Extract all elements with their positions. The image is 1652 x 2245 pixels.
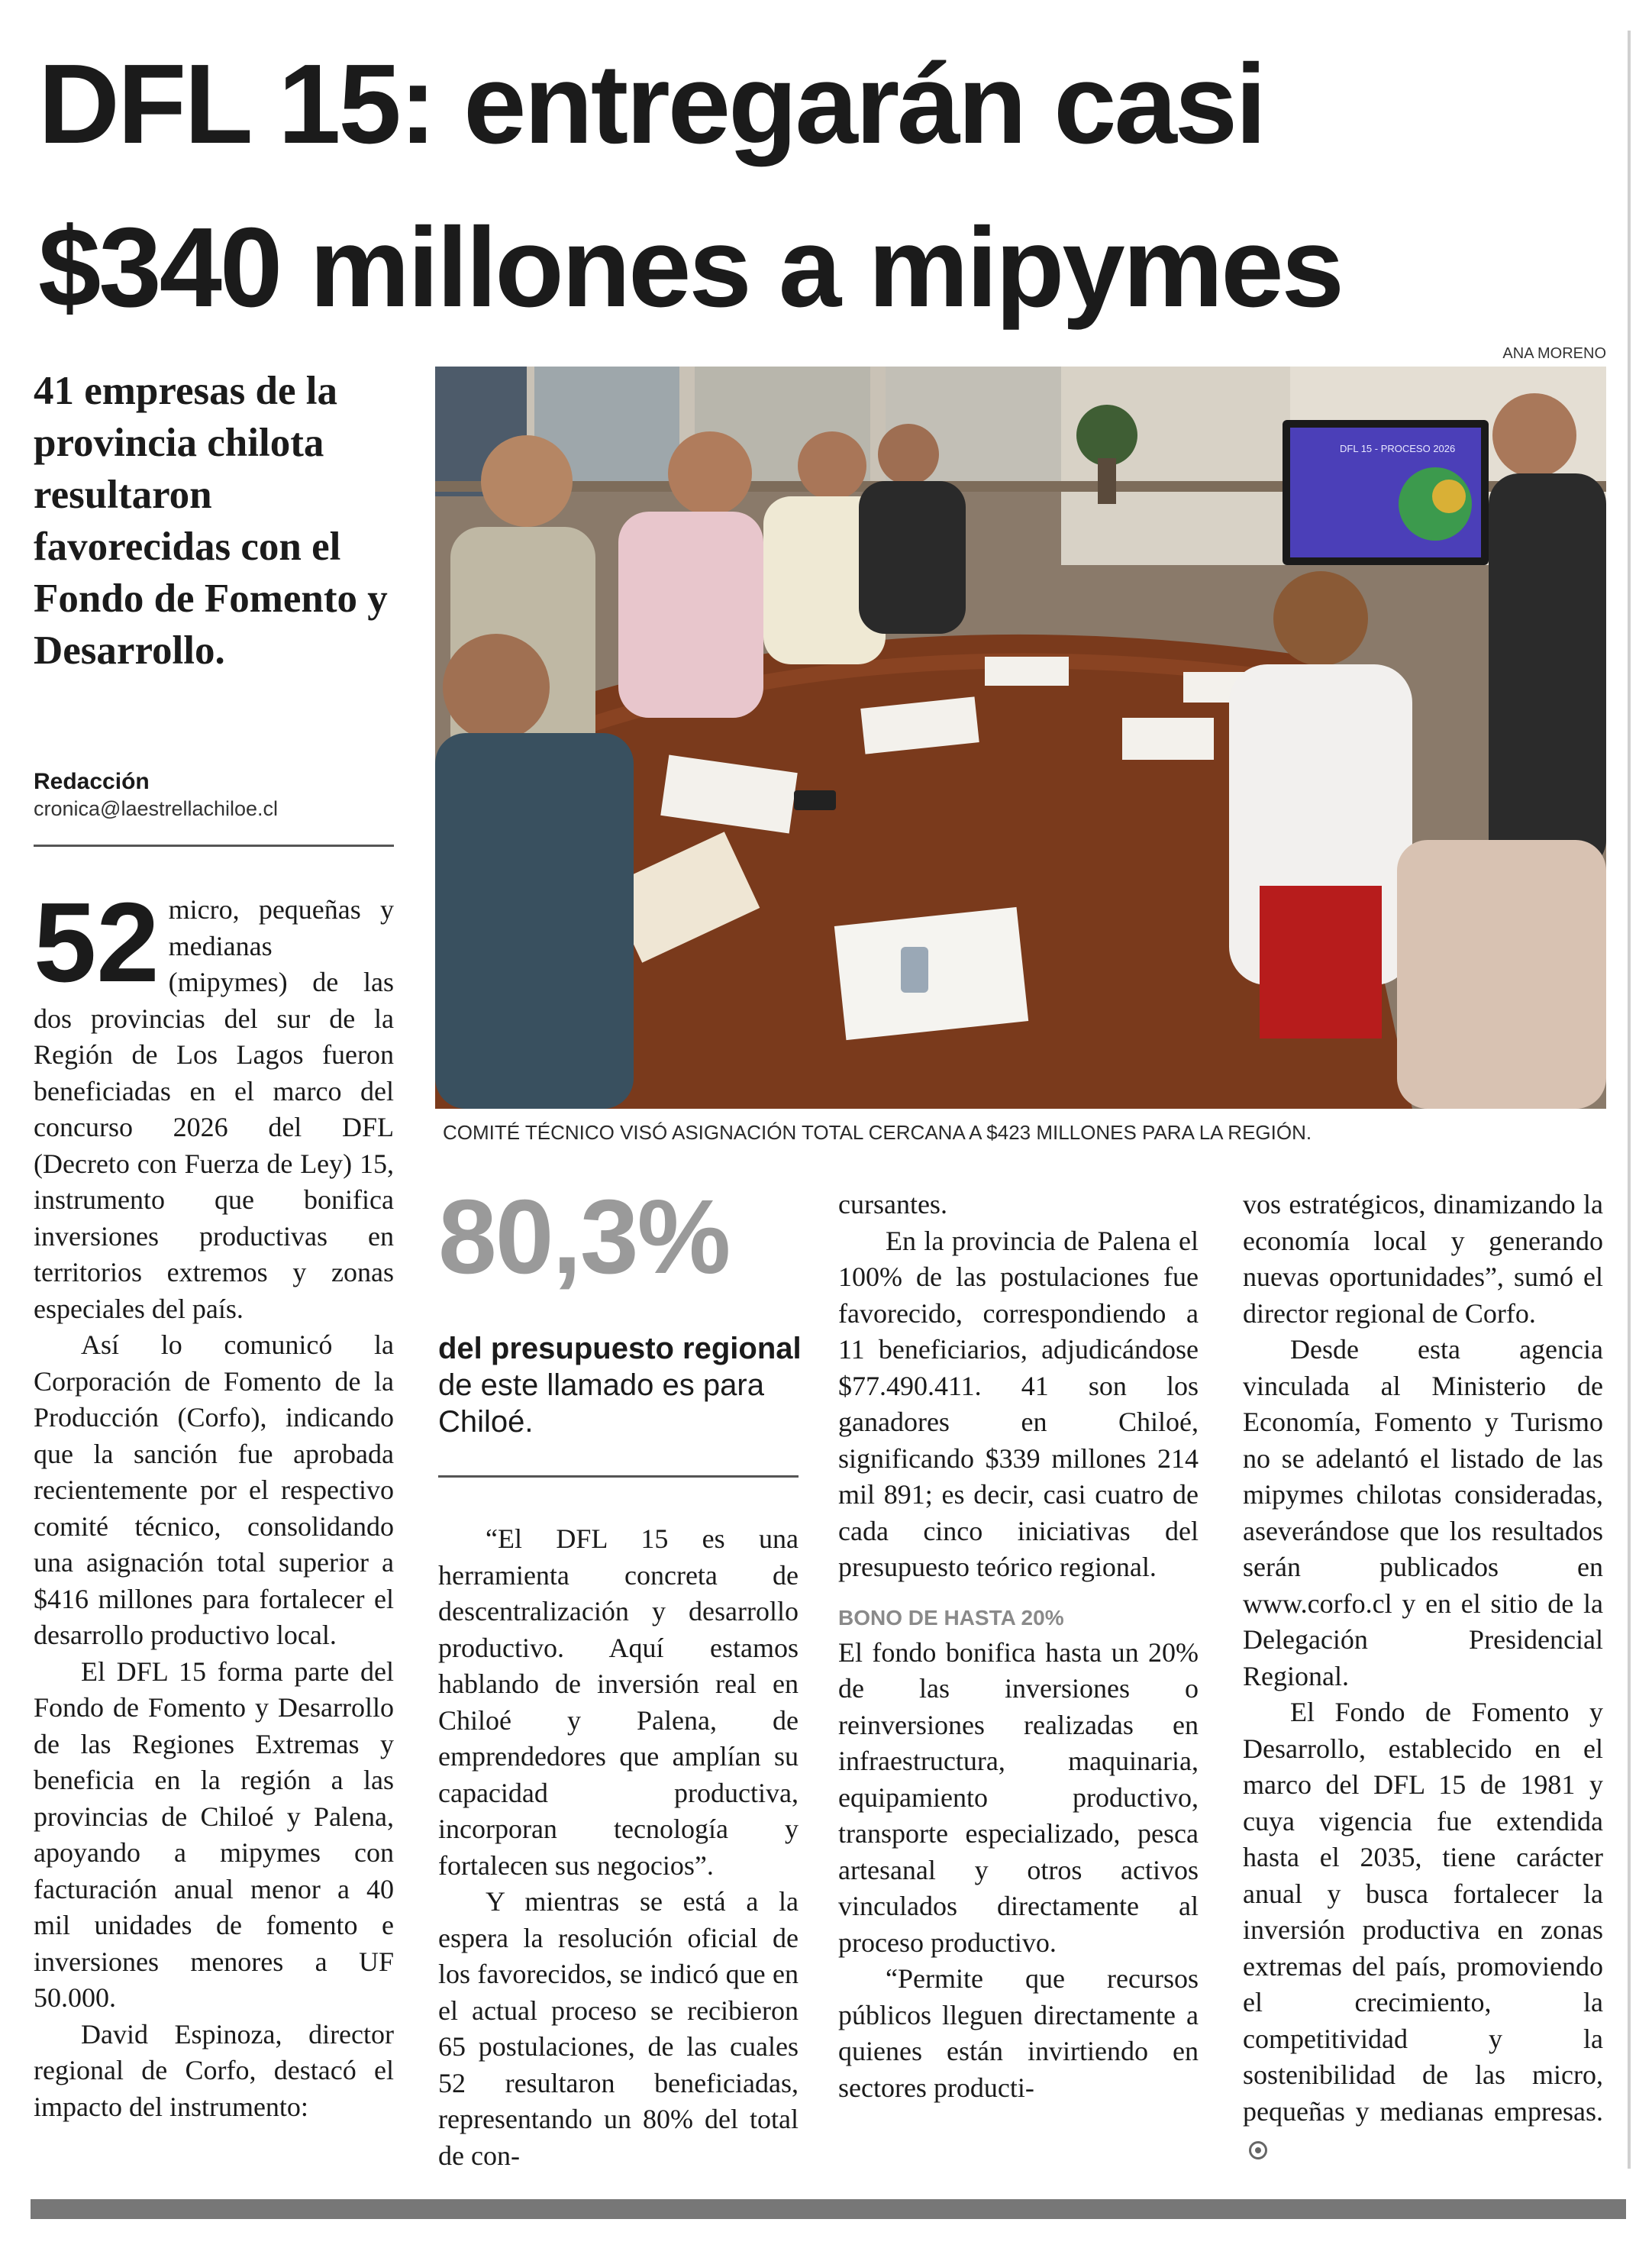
stat-text-rest: de este llamado es para Chiloé.: [438, 1368, 764, 1439]
paragraph: “El DFL 15 es una herramienta concreta de descentralización y desarrollo productivo. Aquí estamos hablando de inversión real en Chiloé y Palena, de emprendedores que amplían su capacidad productiva, incorporan tecnología y fortalecen sus negocios”.: [438, 1523, 799, 1881]
article-column-4: [1243, 1187, 1603, 2166]
paragraph: Y mientras se está a la espera la resolución oficial de los favorecidos, se indicó que en el actual proceso se recibieron 65 postulaciones, de las cuales 52 resultaron beneficiadas, representando un 80% del total de con-: [438, 1886, 799, 2171]
meeting-photo-illustration: [435, 367, 1606, 1109]
paragraph: El DFL 15 forma parte del Fondo de Fomento y Desarrollo de las Regiones Extremas y beneficia en la región a las provincias de Chiloé y Palena, apoyando a mipymes con facturación anual menor a 40 mil unidades de fomento e inversiones menores a UF 50.000.: [34, 1655, 394, 2013]
paragraph: “Permite que recursos públicos lleguen directamente a quienes están invirtiendo en sectores producti-: [838, 1963, 1199, 2103]
dropcap-number: 52: [34, 880, 160, 1006]
headline-line-1: DFL 15: entregarán casi: [38, 41, 1265, 167]
paragraph: Así lo comunicó la Corporación de Fomento de la Producción (Corfo), indicando que la sanción fue aprobada recientemente por el respectivo comité técnico, consolidando una asignación total superior a $416 millones para fortalecer el desarrollo productivo local.: [34, 1329, 394, 1650]
byline: [34, 768, 400, 822]
paragraph: micro, pequeñas y medianas (mipymes) de las dos provincias del sur de la Región de Los Lagos fueron beneficiadas en el marco del concurso 2026 del DFL (Decreto con Fuerza de Ley) 15, instrumento que bonifica inversiones productivas en territorios extremos y zonas especiales del país.: [34, 894, 394, 1324]
screen-title: DFL 15 - PROCESO 2026: [1340, 443, 1456, 454]
news-photo: [435, 367, 1606, 1109]
paragraph: Desde esta agencia vinculada al Ministerio de Economía, Fomento y Turismo no se adelantó el listado de las mipymes chilotas consideradas, aseverándose que los resultados serán publicados en www.corfo.cl y en el sitio de la Delegación Presidencial Regional.: [1243, 1334, 1603, 1691]
stat-divider: [438, 1475, 799, 1478]
lead-summary: 41 empresas de la provincia chilota resultaron favorecidas con el Fondo de Fomento y Desarrollo.: [34, 369, 388, 673]
photo-credit: ANA MORENO: [1502, 345, 1606, 362]
section-subhead: BONO DE HASTA 20%: [838, 1605, 1064, 1630]
paragraph: vos estratégicos, dinamizando la economía local y generando nuevas oportunidades”, sumó el director regional de Corfo.: [1243, 1189, 1603, 1329]
paragraph-final: [1243, 1694, 1603, 2166]
stat-text-bold: del presupuesto regional: [438, 1332, 802, 1365]
byline-divider: [34, 845, 394, 847]
article-column-2: [438, 1521, 799, 2174]
bottom-rule: [31, 2199, 1626, 2219]
byline-author: Redacción: [34, 769, 150, 794]
paragraph: En la provincia de Palena el 100% de las postulaciones fue favorecido, correspondiendo a 11 beneficiarios, adjudicándose $77.490.411. 41 son los ganadores en Chiloé, significando $339 millones 214 mil 891; es decir, casi cuatro de cada cinco iniciativas del presupuesto teórico regional.: [838, 1225, 1199, 1582]
end-of-article-icon: [1249, 2141, 1267, 2159]
headline: [38, 23, 1626, 350]
paragraph-final-text: El Fondo de Fomento y Desarrollo, establecido en el marco del DFL 15 de 1981 y cuya vigencia fue extendida hasta el 2035, tiene carácter anual y busca fortalecer la inversión productiva en zonas extremas del país, promoviendo el crecimiento, la competitividad y la sostenibilidad de las micro, pequeñas y medianas empresas.: [1243, 1697, 1603, 2127]
headline-line-2: $340 millones a mipymes: [38, 205, 1342, 331]
paragraph: David Espinoza, director regional de Corfo, destacó el impacto del instrumento:: [34, 2018, 394, 2122]
byline-email: cronica@laestrellachiloe.cl: [34, 797, 279, 820]
article-column-1: [34, 880, 394, 2125]
photo-caption: COMITÉ TÉCNICO VISÓ ASIGNACIÓN TOTAL CERCANA A $423 MILLONES PARA LA REGIÓN.: [443, 1121, 1312, 1144]
paragraph: cursantes.: [838, 1189, 947, 1219]
paragraph: El fondo bonifica hasta un 20% de las inversiones o reinversiones realizadas en infraestructura, maquinaria, equipamiento productivo, transporte especializado, pesca artesanal y otros activos vinculados directamente al proceso productivo.: [838, 1636, 1199, 1958]
article-column-3: [838, 1187, 1199, 2106]
stat-highlight-value: 80,3%: [438, 1178, 730, 1296]
stat-highlight-text: [438, 1330, 812, 1440]
right-column-rule: [1628, 31, 1631, 2169]
